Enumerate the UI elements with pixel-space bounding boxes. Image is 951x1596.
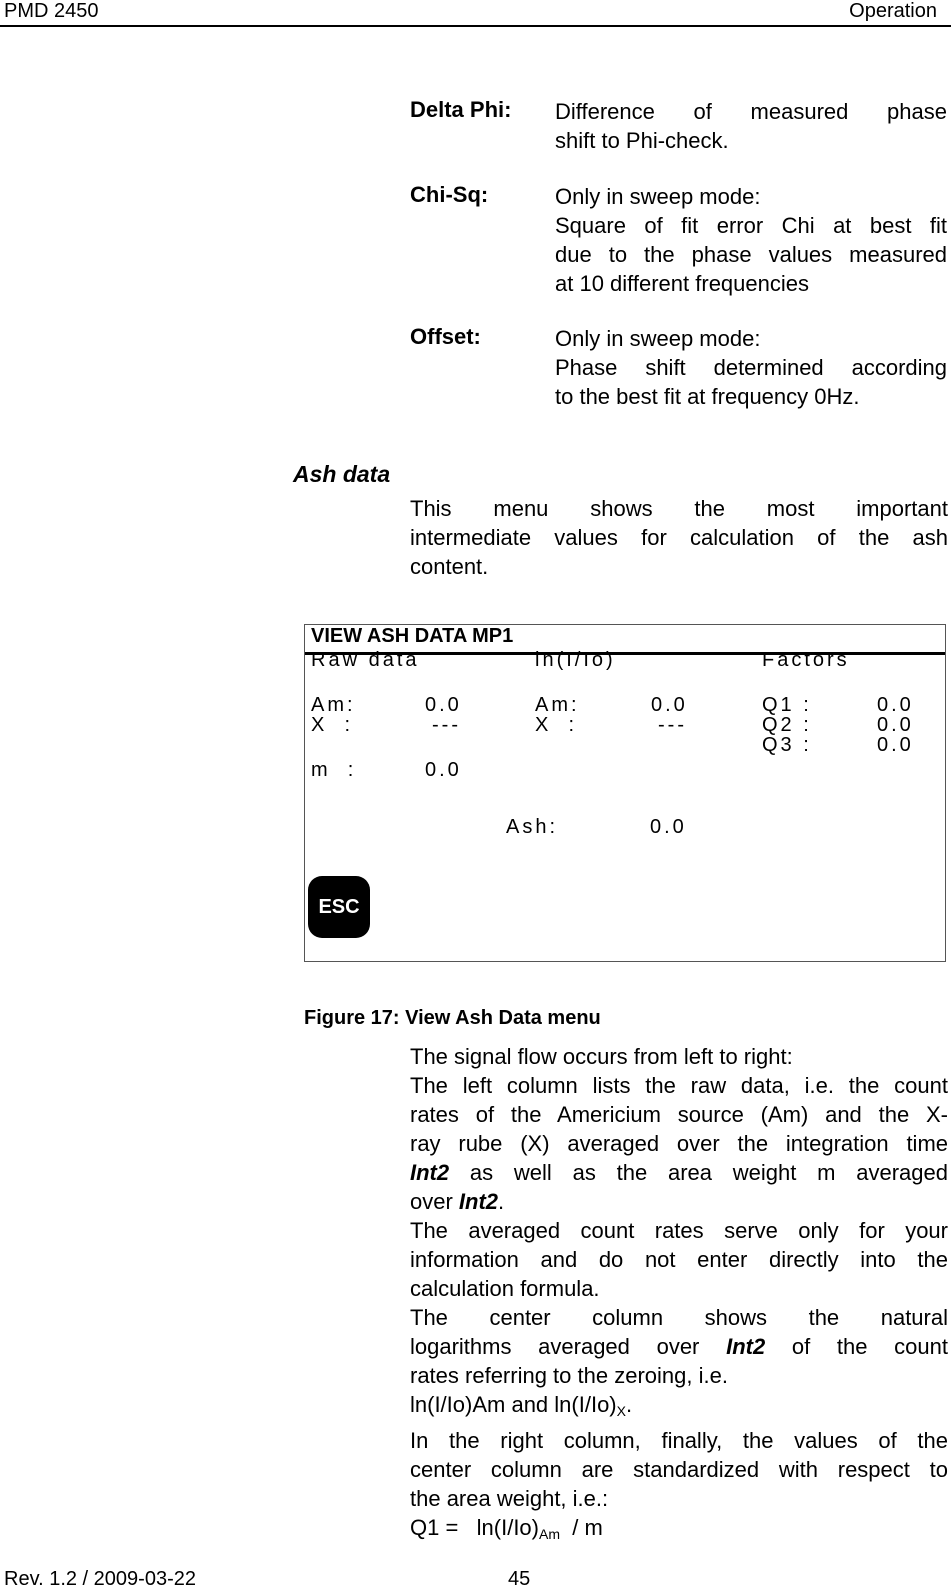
body-line [410, 1332, 948, 1361]
body-line [410, 1390, 948, 1426]
body-line: center column are standardized with respect to [410, 1457, 948, 1482]
col-header-raw: Raw data [311, 649, 420, 671]
body-line-fragment: . [498, 1189, 505, 1214]
body-line: In the right column, finally, the values of the [410, 1428, 948, 1453]
factor-q2-label: Q2 : [762, 714, 812, 736]
screen-title: VIEW ASH DATA MP1 [311, 625, 514, 647]
body-line: The left column lists the raw data, i.e. the count [410, 1073, 948, 1098]
footer-page-number: 45 [508, 1568, 531, 1590]
figure-caption: Figure 17: View Ash Data menu [304, 1007, 601, 1029]
body-line: rates referring to the zeroing, i.e. [410, 1363, 728, 1388]
intro-line: This menu shows the most important [410, 496, 948, 521]
body-line: The signal flow occurs from left to right: [410, 1044, 793, 1069]
definition-line: to the best fit at frequency 0Hz. [555, 384, 860, 409]
body-text [410, 1042, 948, 1549]
ash-label: Ash: [506, 816, 559, 838]
formula-line [410, 1513, 948, 1549]
raw-am-value: 0.0 [425, 694, 462, 716]
col-header-ln: ln(I/Io) [535, 649, 616, 671]
factor-q2-value: 0.0 [877, 714, 914, 736]
body-line: information and do not enter directly into the [410, 1247, 948, 1272]
body-line: rates of the Americium source (Am) and the X- [410, 1102, 948, 1127]
body-line-fragment: ln(I/Io)Am and ln(I/Io) [410, 1392, 617, 1417]
ash-value: 0.0 [650, 816, 687, 838]
body-line [410, 1187, 948, 1216]
raw-m-label: m : [311, 759, 357, 781]
ln-x-value: --- [658, 714, 687, 736]
definition-line: due to the phase values measured [555, 242, 947, 267]
body-line: ray rube (X) averaged over the integration time [410, 1131, 948, 1156]
factor-q1-value: 0.0 [877, 694, 914, 716]
definition-offset [555, 324, 947, 411]
term-offset: Offset: [410, 324, 481, 349]
factor-q3-value: 0.0 [877, 734, 914, 756]
header-section: Operation [849, 0, 937, 22]
int2-term: Int2 [458, 1189, 499, 1214]
body-line [410, 1158, 948, 1187]
subscript: X [616, 1403, 626, 1419]
header-rule [0, 25, 951, 27]
definition-line: Only in sweep mode: [555, 184, 761, 209]
body-line-fragment: . [625, 1392, 633, 1417]
body-line-fragment: as well as the area weight m averaged [449, 1160, 948, 1185]
body-line: The center column shows the natural [410, 1305, 948, 1330]
col-header-factors: Factors [762, 649, 850, 671]
definition-line: Phase shift determined according [555, 355, 947, 380]
definition-line: Only in sweep mode: [555, 326, 761, 351]
body-line: calculation formula. [410, 1276, 600, 1301]
body-line: The averaged count rates serve only for your [410, 1218, 948, 1243]
subscript: Am [539, 1526, 560, 1542]
formula-fragment: / m [560, 1515, 603, 1540]
definition-chi-sq [555, 182, 947, 298]
definition-line: at 10 different frequencies [555, 271, 809, 296]
term-chi-sq: Chi-Sq: [410, 182, 489, 207]
definition-line: Square of fit error Chi at best fit [555, 213, 947, 238]
ln-x-label: X : [535, 714, 578, 736]
definition-line: shift to Phi-check. [555, 128, 729, 153]
ln-am-value: 0.0 [651, 694, 688, 716]
definition-line: Difference of measured phase [555, 99, 947, 124]
body-line-fragment: logarithms averaged over [410, 1334, 727, 1359]
body-line-fragment: over [410, 1189, 459, 1214]
factor-q3-label: Q3 : [762, 734, 812, 756]
raw-m-value: 0.0 [425, 759, 462, 781]
factor-q1-label: Q1 : [762, 694, 812, 716]
int2-term: Int2 [726, 1334, 766, 1359]
raw-x-value: --- [432, 714, 461, 736]
definition-delta-phi [555, 97, 947, 155]
section-intro [410, 494, 948, 581]
ash-data-screen [304, 624, 946, 962]
body-line-fragment: of the count [765, 1334, 948, 1359]
header-doc-title: PMD 2450 [4, 0, 99, 22]
term-delta-phi: Delta Phi: [410, 97, 512, 122]
footer-revision: Rev. 1.2 / 2009-03-22 [4, 1568, 196, 1590]
intro-line: content. [410, 554, 489, 579]
int2-term: Int2 [410, 1160, 450, 1185]
formula-fragment: Q1 = ln(I/Io) [410, 1515, 539, 1540]
intro-line: intermediate values for calculation of the ash [410, 525, 948, 550]
raw-am-label: Am: [311, 694, 356, 716]
raw-x-label: X : [311, 714, 354, 736]
esc-button[interactable]: ESC [308, 876, 370, 938]
ln-am-label: Am: [535, 694, 580, 716]
section-heading: Ash data [293, 461, 391, 487]
body-line: the area weight, i.e.: [410, 1486, 609, 1511]
